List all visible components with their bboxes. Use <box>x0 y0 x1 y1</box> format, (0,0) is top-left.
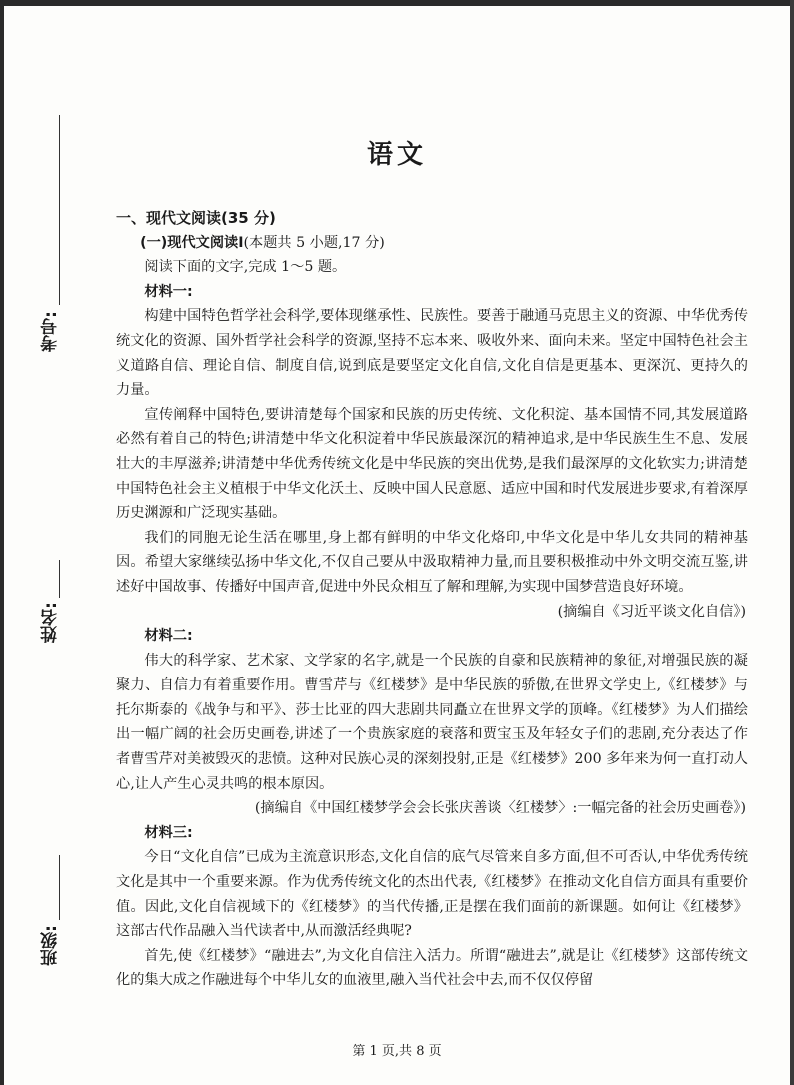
material-1-source: (摘编自《习近平谈文化自信》) <box>557 603 746 620</box>
material-3-label: 材料三: <box>144 824 193 841</box>
material-1-paragraph: 我们的同胞无论生活在哪里,身上都有鲜明的中华文化烙印,中华文化是中华儿女共同的精神基因。希望大家继续弘扬中华文化,不仅自己要从中汲取精神力量,而且要积极推动中外文明交流互鉴,讲述好中国故事、传播好中国声音,促进中外民众相互了解和理解,为实现中国梦营造良好环境。 <box>116 529 748 595</box>
subsection-note: (本题共 5 小题,17 分) <box>243 234 385 251</box>
material-2-paragraph: 伟大的科学家、艺术家、文学家的名字,就是一个民族的自豪和民族精神的象征,对增强民族的凝聚力、自信力有着重要作用。曹雪芹与《红楼梦》是中华民族的骄傲,在世界文学史上,《红楼梦》与托尔斯泰的《战争与和平》、莎士比亚的四大悲剧共同矗立在世界文学的顶峰。《红楼梦》为人们描绘出一幅广阔的社会历史画卷,讲述了一个贵族家庭的衰落和贾宝玉及年轻女子们的悲剧,充分表达了作者曹雪芹对美被毁灭的悲愤。这种对民族心灵的深刻投射,正是《红楼梦》200 多年来为何一直打动人心,让人产生心灵共鸣的根本原因。 <box>116 652 748 792</box>
material-3-paragraph: 今日“文化自信”已成为主流意识形态,文化自信的底气尽管来自多方面,但不可否认,中华优秀传统文化是其中一个重要来源。作为优秀传统文化的杰出代表,《红楼梦》在推动文化自信方面具有重要价值。因此,文化自信视域下的《红楼梦》的当代传播,正是摆在我们面前的新课题。如何让《红楼梦》这部古代作品融入当代读者中,从而激活经典呢? <box>116 849 748 940</box>
student-name-field[interactable] <box>38 560 68 680</box>
page-title: 语文 <box>366 140 427 170</box>
page-edge-top <box>0 0 794 6</box>
class-name-field[interactable] <box>38 855 68 985</box>
material-1-paragraph: 宣传阐释中国特色,要讲清楚每个国家和民族的历史传统、文化积淀、基本国情不同,其发展道路必然有着自己的特色;讲清楚中华文化积淀着中华民族最深沉的精神追求,是中华民族生生不息、发展壮大的丰厚滋养;讲清楚中华优秀传统文化是中华民族的突出优势,是我们最深厚的文化软实力;讲清楚中国特色社会主义植根于中华文化沃土、反映中国人民意愿、适应中国和时代发展进步要求,有着深厚历史渊源和广泛现实基础。 <box>116 406 748 522</box>
material-2-source: (摘编自《中国红楼梦学会会长张庆善谈〈红楼梦〉:一幅完备的社会历史画卷》) <box>254 800 746 817</box>
page-number: 第 1 页,共 8 页 <box>352 1044 442 1059</box>
document-body <box>116 206 748 993</box>
subsection-heading <box>116 231 748 256</box>
student-name-label: 姓名: <box>41 602 61 643</box>
class-name-line <box>59 855 60 920</box>
subsection-label: (一)现代文阅读Ⅰ <box>140 234 244 251</box>
material-3-paragraph: 首先,使《红楼梦》“融进去”,为文化自信注入活力。所谓“融进去”,就是让《红楼梦》这部传统文化的集大成之作融进每个中华儿女的血液里,融入当代社会中去,而不仅仅停留 <box>116 947 748 989</box>
material-1-label: 材料一: <box>144 283 193 300</box>
material-1-paragraph: 构建中国特色哲学社会科学,要体现继承性、民族性。要善于融通马克思主义的资源、中华优秀传统文化的资源、国外哲学社会科学的资源,坚持不忘本来、吸收外来、面向未来。坚定中国特色社会主义道路自信、理论自信、制度自信,说到底是要坚定文化自信,文化自信是更基本、更深沉、更持久的力量。 <box>116 308 748 399</box>
section-heading: 一、现代文阅读(35 分) <box>116 209 276 227</box>
reading-instruction: 阅读下面的文字,完成 1～5 题。 <box>144 259 347 276</box>
student-name-line <box>59 560 60 598</box>
class-name-label: 班级: <box>41 925 61 966</box>
exam-number-label: 考号: <box>41 311 61 352</box>
material-2-label: 材料二: <box>144 628 193 645</box>
